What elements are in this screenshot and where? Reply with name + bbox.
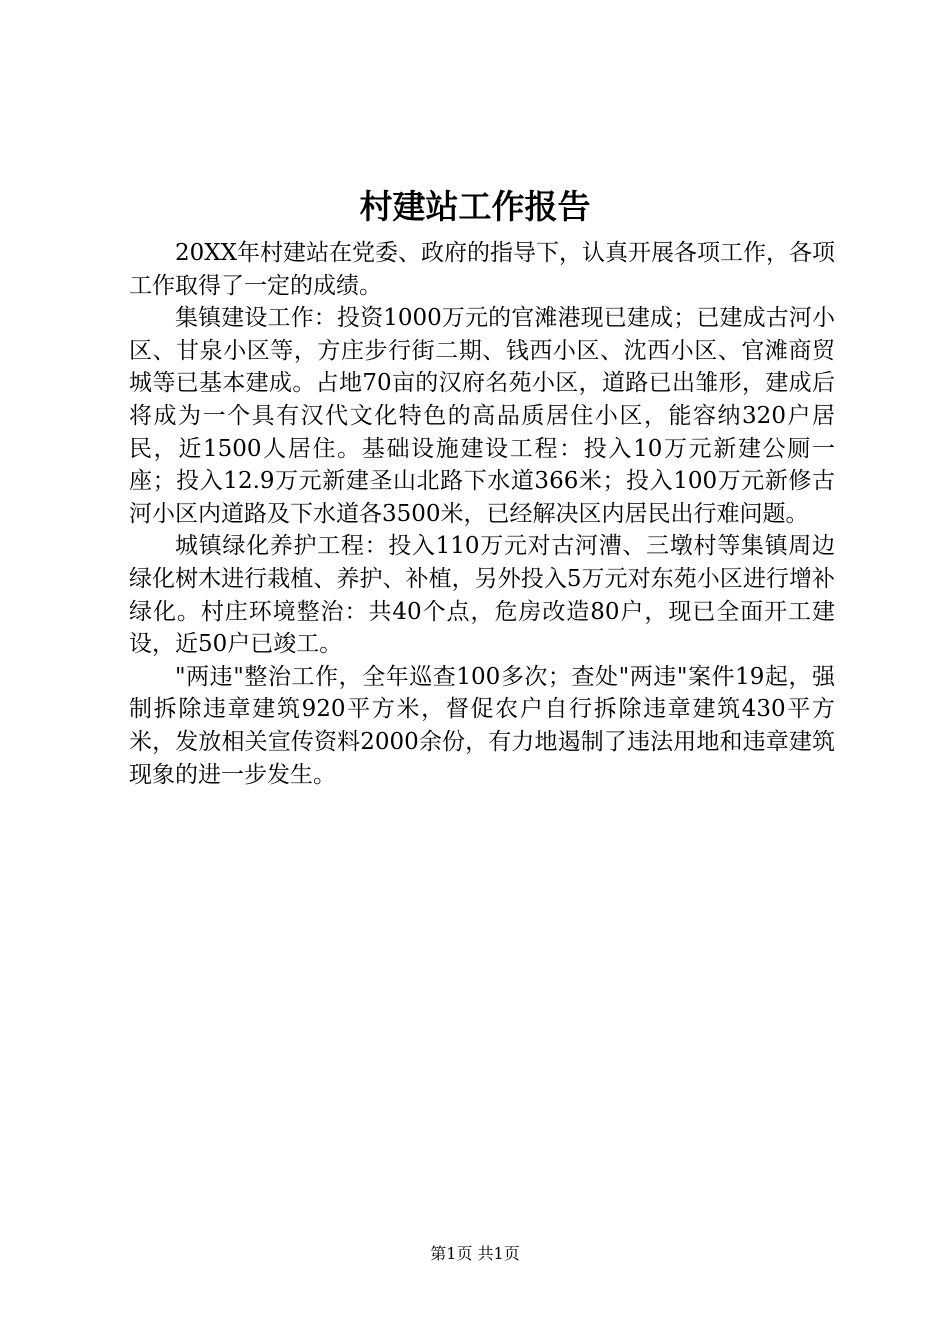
document-title: 村建站工作报告 (359, 187, 591, 226)
paragraph-intro: 20XX年村建站在党委、政府的指导下，认真开展各项工作，各项工作取得了一定的成绩。 (129, 240, 836, 299)
page-footer: 第1页 共1页 (430, 1244, 520, 1263)
paragraph-illegal-construction: "两违"整治工作，全年巡查100多次；查处"两违"案件19起，强制拆除违章建筑920平方米，督促农户自行拆除违章建筑430平方米，发放相关宣传资料2000余份，有力地遏制了违法用地和违章建筑现象的进一步发生。 (129, 663, 835, 788)
document-body (129, 237, 835, 791)
paragraph-greening: 城镇绿化养护工程：投入110万元对古河漕、三墩村等集镇周边绿化树木进行栽植、养护、补植，另外投入5万元对东苑小区进行增补绿化。村庄环境整治：共40个点，危房改造80户，现已全面开工建设，近50户已竣工。 (129, 533, 835, 658)
paragraph-town-construction: 集镇建设工作：投资1000万元的官滩港现已建成；已建成古河小区、甘泉小区等，方庄步行街二期、钱西小区、沈西小区、官滩商贸城等已基本建成。占地70亩的汉府名苑小区，道路已出雏形，建成后将成为一个具有汉代文化特色的高品质居住小区，能容纳320户居民，近1500人居住。基础设施建设工程：投入10万元新建公厕一座；投入12.9万元新建圣山北路下水道366米；投入100万元新修古河小区内道路及下水道各3500米，已经解决区内居民出行难问题。 (129, 305, 835, 527)
